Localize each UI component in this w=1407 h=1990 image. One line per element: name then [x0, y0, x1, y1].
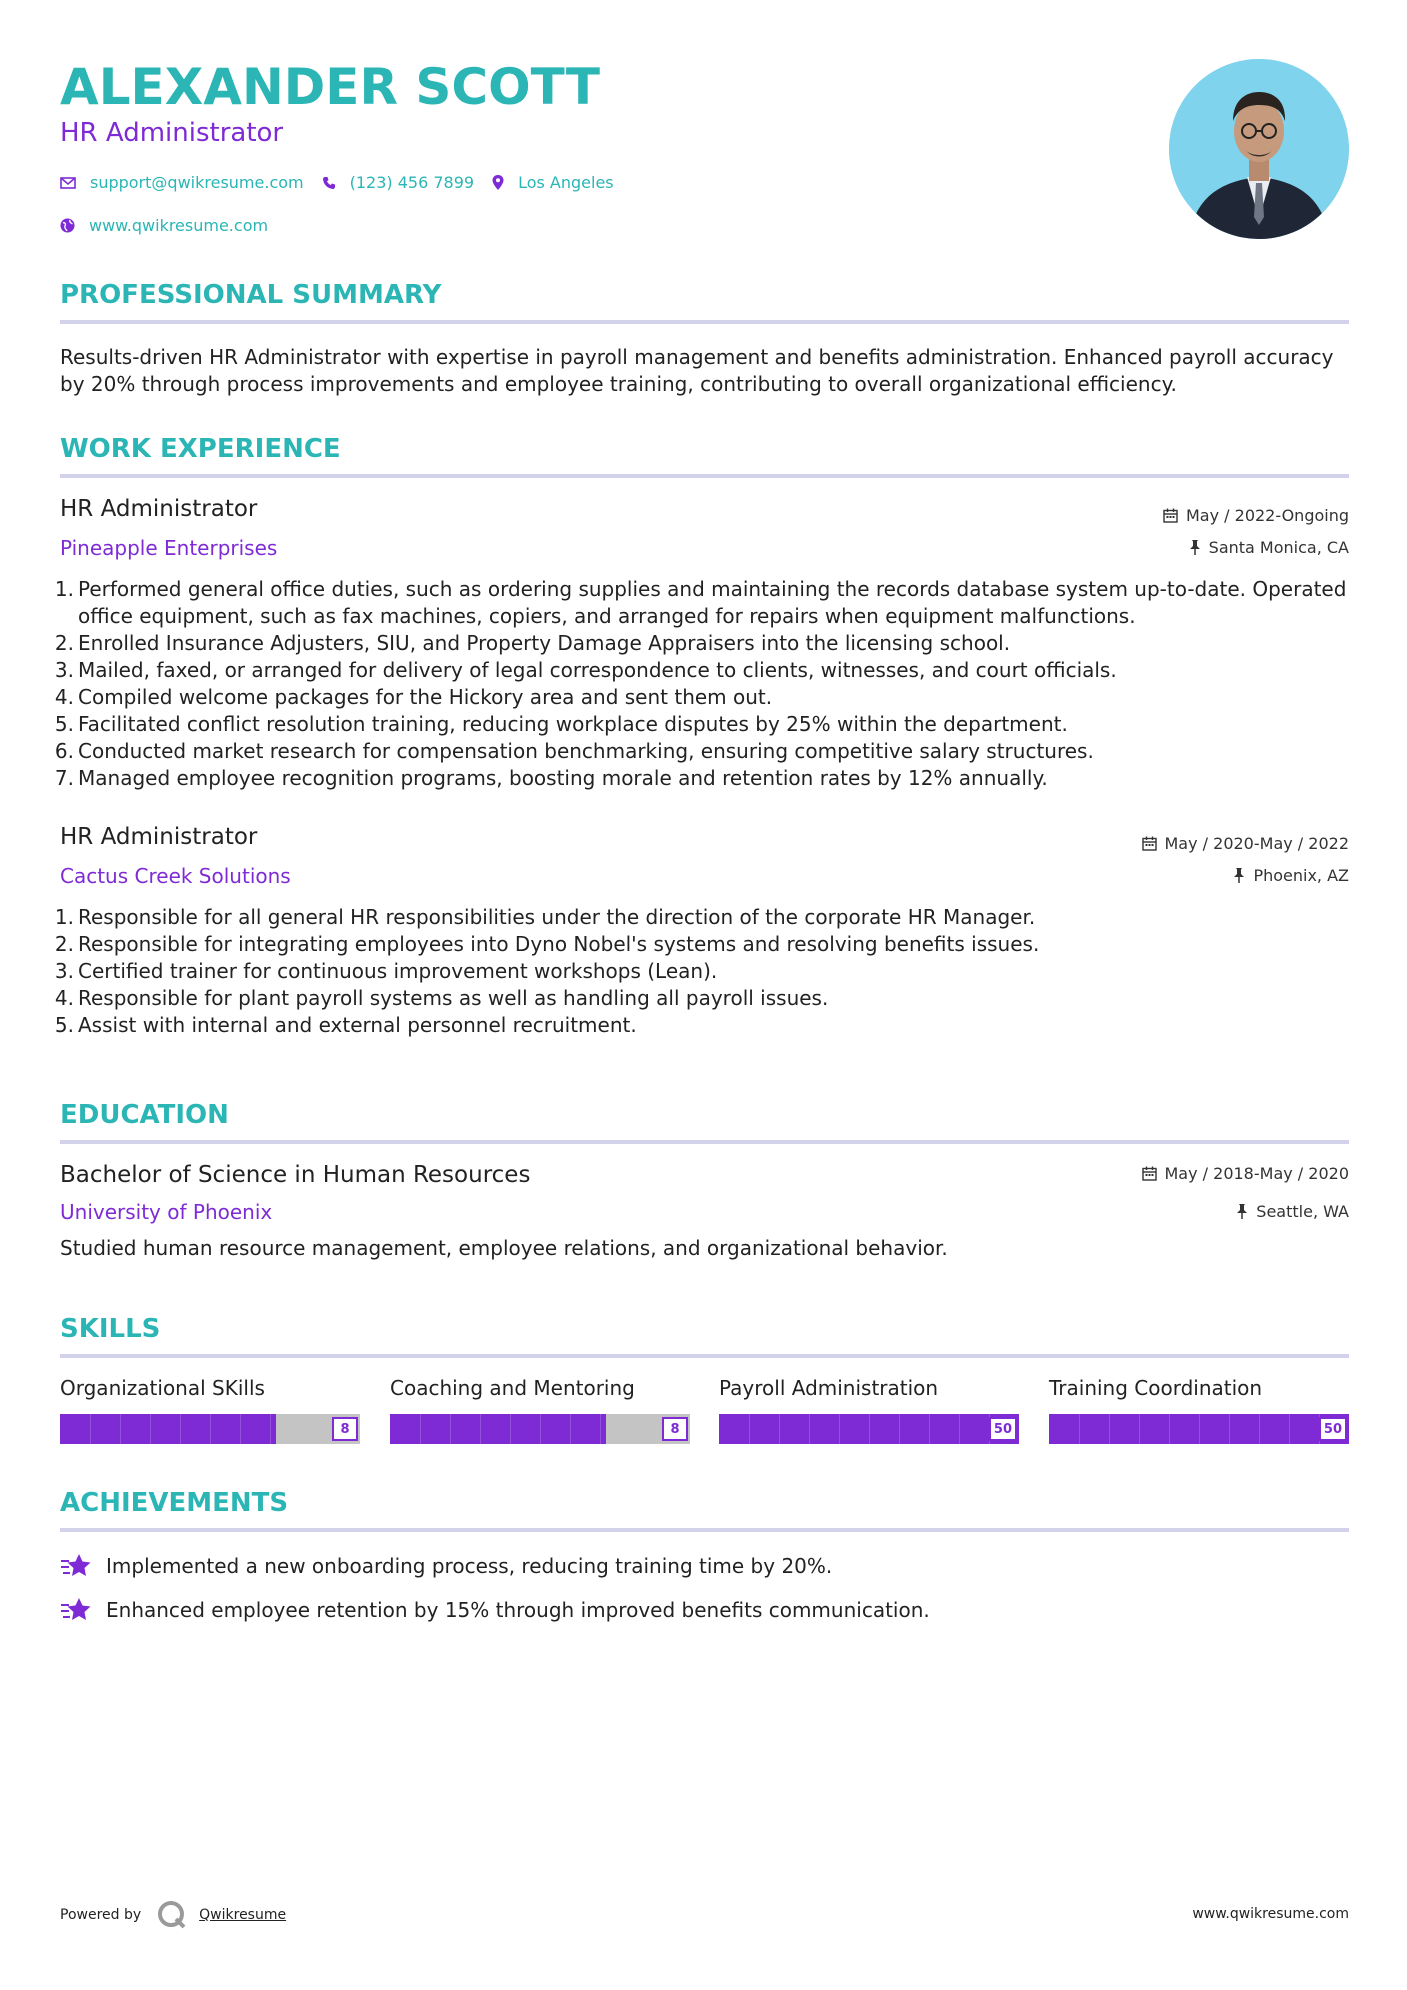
location-text: Los Angeles — [518, 173, 614, 192]
pushpin-icon — [1236, 1204, 1248, 1219]
skill-level-badge: 8 — [332, 1417, 358, 1441]
job-location-text: Phoenix, AZ — [1253, 866, 1349, 885]
education-dates — [1142, 1164, 1350, 1183]
job-dates — [1163, 506, 1349, 525]
shooting-star-icon — [60, 1552, 92, 1580]
job-location — [1233, 866, 1349, 885]
skill-item — [390, 1376, 690, 1444]
skill-bar-segment — [480, 1414, 481, 1444]
education-dates-text: May / 2018-May / 2020 — [1164, 1164, 1349, 1183]
achievement-text: Enhanced employee retention by 15% through improved benefits communication. — [106, 1598, 930, 1622]
skill-bar-segment — [120, 1414, 121, 1444]
calendar-icon — [1163, 508, 1178, 523]
skill-name: Organizational SKills — [60, 1376, 265, 1400]
skill-bar-segment — [510, 1414, 511, 1444]
skill-bar-segment — [150, 1414, 151, 1444]
website-text: www.qwikresume.com — [89, 216, 269, 235]
candidate-name: ALEXANDER SCOTT — [60, 58, 600, 116]
section-divider — [60, 1354, 1349, 1358]
envelope-icon — [60, 177, 76, 189]
school-name: University of Phoenix — [60, 1200, 273, 1224]
experience-heading: WORK EXPERIENCE — [60, 434, 341, 464]
skill-bar-segment — [1229, 1414, 1230, 1444]
qwikresume-logo-icon — [157, 1900, 187, 1930]
education-description: Studied human resource management, employee relations, and organizational behavior. — [60, 1236, 948, 1260]
contact-website[interactable] — [60, 216, 268, 235]
skill-bar-segment — [1169, 1414, 1170, 1444]
education-location-text: Seattle, WA — [1256, 1202, 1349, 1221]
footer-powered-by — [60, 1900, 286, 1930]
skill-bar-segment — [899, 1414, 900, 1444]
skill-bar-segment — [600, 1414, 601, 1444]
company-name: Cactus Creek Solutions — [60, 864, 291, 888]
list-item: 6. Conducted market research for compensation benchmarking, ensuring competitive salary structures. — [54, 739, 1094, 763]
skill-bar-segment — [210, 1414, 211, 1444]
map-pin-icon — [492, 175, 504, 190]
globe-icon — [60, 218, 75, 233]
summary-text: Results-driven HR Administrator with expertise in payroll management and benefits administration. Enhanced payroll accuracy by 20% through process improvements and employee training, contributing to overall organizational efficiency. — [60, 345, 1334, 396]
contact-email[interactable] — [60, 173, 304, 192]
skill-level-badge: 50 — [989, 1417, 1017, 1441]
list-item: 2. Enrolled Insurance Adjusters, SIU, and Property Damage Appraisers into the licensing school. — [54, 631, 1011, 655]
skill-bar-segment — [959, 1414, 960, 1444]
skill-bar-segment — [270, 1414, 271, 1444]
section-divider — [60, 320, 1349, 324]
list-item: 4. Responsible for plant payroll systems as well as handling all payroll issues. — [54, 986, 829, 1010]
skill-bar-segment — [540, 1414, 541, 1444]
profile-photo — [1169, 59, 1349, 239]
shooting-star-icon — [60, 1596, 92, 1624]
contact-row — [60, 173, 632, 192]
job-title: HR Administrator — [60, 824, 258, 850]
skill-level-bar — [1049, 1414, 1349, 1444]
list-item: 1. Responsible for all general HR responsibilities under the direction of the corporate HR Manager. — [54, 905, 1036, 929]
company-name: Pineapple Enterprises — [60, 536, 278, 560]
skill-level-badge: 8 — [662, 1417, 688, 1441]
skill-bar-segment — [869, 1414, 870, 1444]
achievement-item — [60, 1552, 832, 1580]
skill-bar-segment — [1079, 1414, 1080, 1444]
skill-bar-segment — [809, 1414, 810, 1444]
list-item: 5. Assist with internal and external personnel recruitment. — [54, 1013, 637, 1037]
skill-bar-segment — [779, 1414, 780, 1444]
skill-item — [719, 1376, 1019, 1444]
job-title: HR Administrator — [60, 496, 258, 522]
summary-heading: PROFESSIONAL SUMMARY — [60, 280, 442, 310]
job-dates-text: May / 2020-May / 2022 — [1164, 834, 1349, 853]
skill-item — [1049, 1376, 1349, 1444]
list-item: 2. Responsible for integrating employees into Dyno Nobel's systems and resolving benefits issues. — [54, 932, 1040, 956]
section-divider — [60, 1140, 1349, 1144]
job-location — [1189, 538, 1349, 557]
skill-name: Training Coordination — [1049, 1376, 1263, 1400]
calendar-icon — [1142, 1166, 1157, 1181]
achievements-heading: ACHIEVEMENTS — [60, 1488, 289, 1518]
list-item: 3. Certified trainer for continuous improvement workshops (Lean). — [54, 959, 718, 983]
job-duties-list — [52, 576, 1352, 792]
skill-bar-segment — [570, 1414, 571, 1444]
skill-bar-segment — [1289, 1414, 1290, 1444]
skill-level-badge: 50 — [1319, 1417, 1347, 1441]
skill-bar-segment — [1199, 1414, 1200, 1444]
qwikresume-link[interactable]: Qwikresume — [199, 1907, 287, 1923]
achievement-text: Implemented a new onboarding process, reducing training time by 20%. — [106, 1554, 833, 1578]
skill-bar-segment — [450, 1414, 451, 1444]
skill-bar-segment — [749, 1414, 750, 1444]
pushpin-icon — [1233, 868, 1245, 883]
skill-bar-segment — [1259, 1414, 1260, 1444]
section-divider — [60, 474, 1349, 478]
contact-row-website — [60, 216, 286, 235]
job-location-text: Santa Monica, CA — [1208, 538, 1349, 557]
calendar-icon — [1142, 836, 1157, 851]
email-text: support@qwikresume.com — [90, 173, 304, 192]
skill-bar-segment — [180, 1414, 181, 1444]
skill-bar-segment — [839, 1414, 840, 1444]
list-item: 1. Performed general office duties, such as ordering supplies and maintaining the records database system up-to-date. Operated office equipment, such as fax machines, copiers, and arranged for repairs when equipment malfunctions. — [54, 577, 1347, 628]
education-heading: EDUCATION — [60, 1100, 229, 1130]
education-location — [1236, 1202, 1349, 1221]
section-divider — [60, 1528, 1349, 1532]
powered-by-text: Powered by — [60, 1907, 142, 1923]
list-item: 3. Mailed, faxed, or arranged for delivery of legal correspondence to clients, witnesses, and court officials. — [54, 658, 1117, 682]
skill-level-bar — [719, 1414, 1019, 1444]
achievement-item — [60, 1596, 930, 1624]
skill-bar-segment — [1109, 1414, 1110, 1444]
skill-level-bar — [390, 1414, 690, 1444]
candidate-role: HR Administrator — [60, 118, 284, 148]
skills-heading: SKILLS — [60, 1314, 161, 1344]
skill-bar-segment — [1139, 1414, 1140, 1444]
pushpin-icon — [1189, 540, 1201, 555]
skill-bar-segment — [90, 1414, 91, 1444]
skill-bar-segment — [240, 1414, 241, 1444]
skill-name: Payroll Administration — [719, 1376, 939, 1400]
skill-bar-segment — [929, 1414, 930, 1444]
list-item: 5. Facilitated conflict resolution training, reducing workplace disputes by 25% within the department. — [54, 712, 1068, 736]
job-duties-list — [52, 904, 1352, 1039]
list-item: 7. Managed employee recognition programs, boosting morale and retention rates by 12% annually. — [54, 766, 1048, 790]
contact-location — [492, 173, 614, 192]
list-item: 4. Compiled welcome packages for the Hickory area and sent them out. — [54, 685, 773, 709]
footer-url[interactable]: www.qwikresume.com — [1192, 1906, 1349, 1922]
skill-level-bar — [60, 1414, 360, 1444]
job-dates — [1142, 834, 1350, 853]
job-dates-text: May / 2022-Ongoing — [1186, 506, 1349, 525]
phone-icon — [322, 176, 336, 190]
contact-phone[interactable] — [322, 173, 474, 192]
skill-name: Coaching and Mentoring — [390, 1376, 635, 1400]
phone-text: (123) 456 7899 — [349, 173, 475, 192]
degree-title: Bachelor of Science in Human Resources — [60, 1162, 531, 1188]
skill-item — [60, 1376, 360, 1444]
skill-bar-segment — [420, 1414, 421, 1444]
